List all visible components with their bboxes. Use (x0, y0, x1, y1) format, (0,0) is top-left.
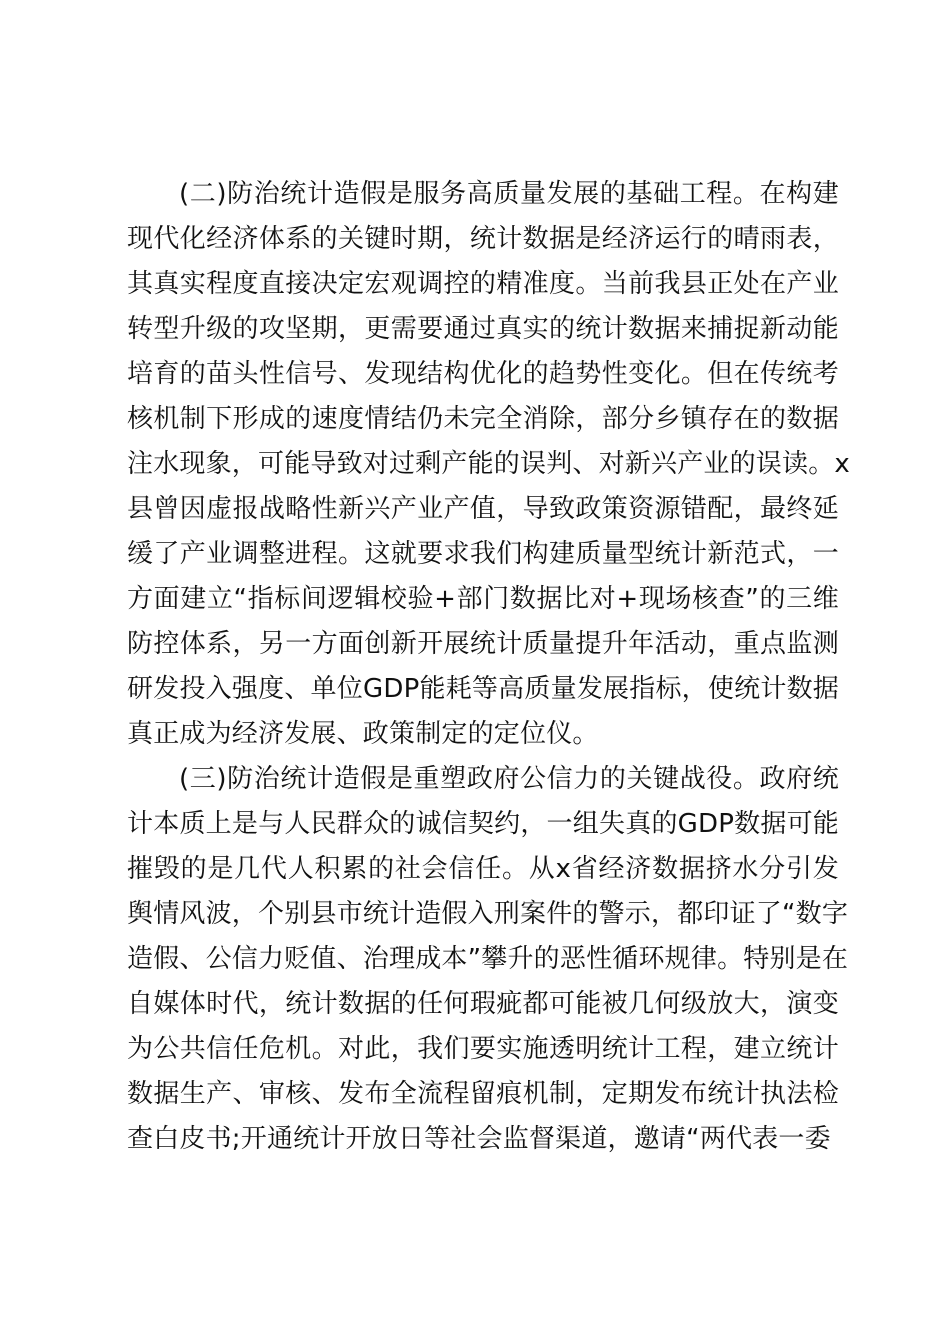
paragraph-line: 转型升级的攻坚期，更需要通过真实的统计数据来捕捉新动能 (127, 314, 839, 344)
paragraph-line: 核机制下形成的速度情结仍未完全消除，部分乡镇存在的数据 (127, 404, 839, 434)
document-body (127, 172, 850, 1162)
paragraph-line: 培育的苗头性信号、发现结构优化的趋势性变化。但在传统考 (127, 359, 839, 389)
paragraph-line: 计本质上是与人民群众的诚信契约，一组失真的GDP数据可能 (127, 809, 839, 839)
paragraph-line: 缓了产业调整进程。这就要求我们构建质量型统计新范式，一 (127, 539, 839, 569)
paragraph-line: 真正成为经济发展、政策制定的定位仪。 (127, 719, 599, 749)
paragraph-line: 数据生产、审核、发布全流程留痕机制，定期发布统计执法检 (127, 1079, 839, 1109)
paragraph-line: 为公共信任危机。对此，我们要实施透明统计工程，建立统计 (127, 1034, 839, 1064)
paragraph-line: 防控体系，另一方面创新开展统计质量提升年活动，重点监测 (127, 629, 839, 659)
paragraph-line: 查白皮书;开通统计开放日等社会监督渠道，邀请“两代表一委 (127, 1124, 831, 1154)
paragraph-line: 其真实程度直接决定宏观调控的精准度。当前我县正处在产业 (127, 269, 839, 299)
paragraph-line: 舆情风波，个别县市统计造假入刑案件的警示，都印证了“数字 (127, 899, 849, 929)
paragraph-2 (127, 172, 850, 757)
paragraph-line: 造假、公信力贬值、治理成本”攀升的恶性循环规律。特别是在 (127, 944, 849, 974)
paragraph-line: 现代化经济体系的关键时期，统计数据是经济运行的晴雨表， (127, 224, 839, 254)
paragraph-line: (三)防治统计造假是重塑政府公信力的关键战役。政府统 (179, 764, 839, 794)
paragraph-3 (127, 757, 849, 1162)
paragraph-line: 方面建立“指标间逻辑校验+部门数据比对+现场核查”的三维 (127, 584, 839, 614)
paragraph-line: 自媒体时代，统计数据的任何瑕疵都可能被几何级放大，演变 (127, 989, 839, 1019)
paragraph-line: 注水现象，可能导致对过剩产能的误判、对新兴产业的误读。x (127, 449, 850, 479)
paragraph-line: 研发投入强度、单位GDP能耗等高质量发展指标，使统计数据 (127, 674, 839, 704)
paragraph-line: (二)防治统计造假是服务高质量发展的基础工程。在构建 (179, 179, 839, 209)
paragraph-line: 摧毁的是几代人积累的社会信任。从x省经济数据挤水分引发 (127, 854, 839, 884)
paragraph-line: 县曾因虚报战略性新兴产业产值，导致政策资源错配，最终延 (127, 494, 839, 524)
